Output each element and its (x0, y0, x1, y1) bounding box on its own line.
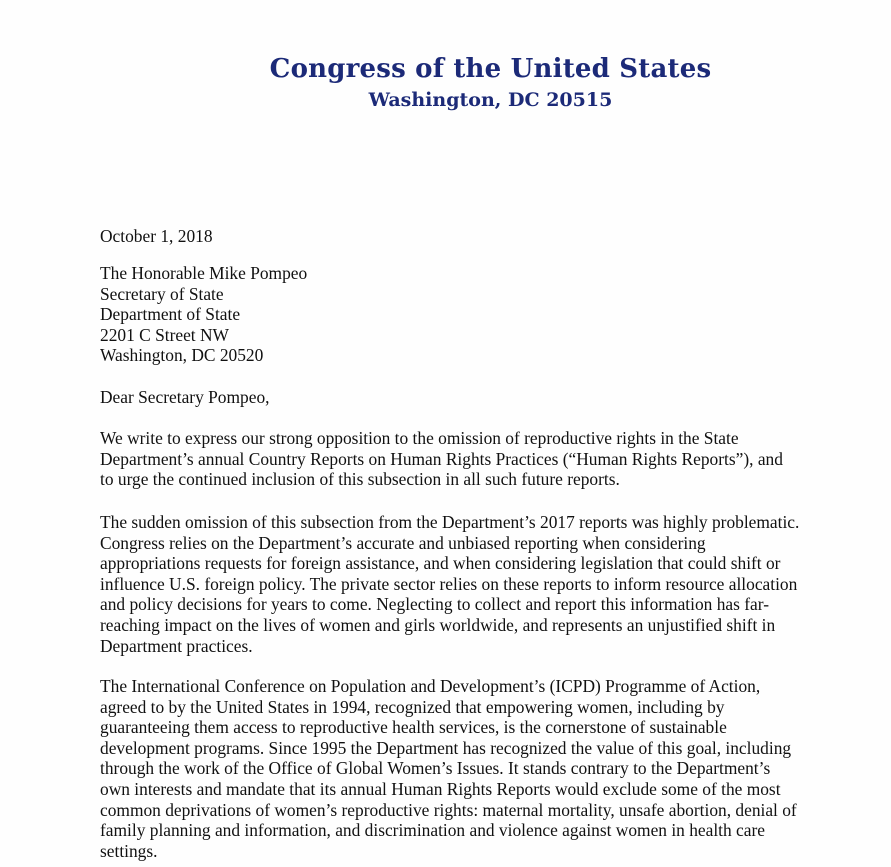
recipient-line: 2201 C Street NW (100, 324, 229, 345)
letter-date: October 1, 2018 (100, 226, 213, 246)
letterhead-title (0, 54, 891, 84)
recipient-line: The Honorable Mike Pompeo (100, 263, 308, 283)
letterhead-address-text: Washington, DC 20515 (368, 89, 613, 111)
letterhead-address (0, 89, 891, 111)
recipient-line: Secretary of State (100, 283, 224, 304)
body-paragraph: We write to express our strong opposition to the omission of reproductive rights in the State Department’s annual Country Reports on Human Rights Practices (“Human Rights Reports”), and to urge the continued inclusion of this subsection in all such future reports. (100, 428, 783, 490)
letterhead-title-text: Congress of the United States (269, 54, 712, 84)
recipient-block (100, 263, 307, 366)
body-paragraph: The International Conference on Population and Development’s (ICPD) Programme of Action, agreed to by the United States in 1994, recognized that empowering women, including by guaranteeing them access to reproductive health services, is the cornerstone of sustainable development programs. Since 1995 the Department has recognized the value of this goal, including through the work of the Office of Global Women’s Issues. It stands contrary to the Department’s own interests and mandate that its annual Human Rights Reports would exclude some of the most common deprivations of women’s reproductive rights: maternal mortality, unsafe abortion, denial of family planning and information, and discrimination and violence against women in health care settings. (100, 676, 797, 861)
body-paragraph: The sudden omission of this subsection from the Department’s 2017 reports was highly problematic. Congress relies on the Department’s accurate and unbiased reporting when considering appropriations requests for foreign assistance, and when considering legislation that could shift or influence U.S. foreign policy. The private sector relies on these reports to inform resource allocation and policy decisions for years to come. Neglecting to collect and report this information has far-reaching impact on the lives of women and girls worldwide, and represents an unjustified shift in Department practices. (100, 512, 800, 656)
recipient-line: Department of State (100, 304, 241, 325)
recipient-line: Washington, DC 20520 (100, 345, 264, 366)
salutation: Dear Secretary Pompeo, (100, 387, 270, 407)
